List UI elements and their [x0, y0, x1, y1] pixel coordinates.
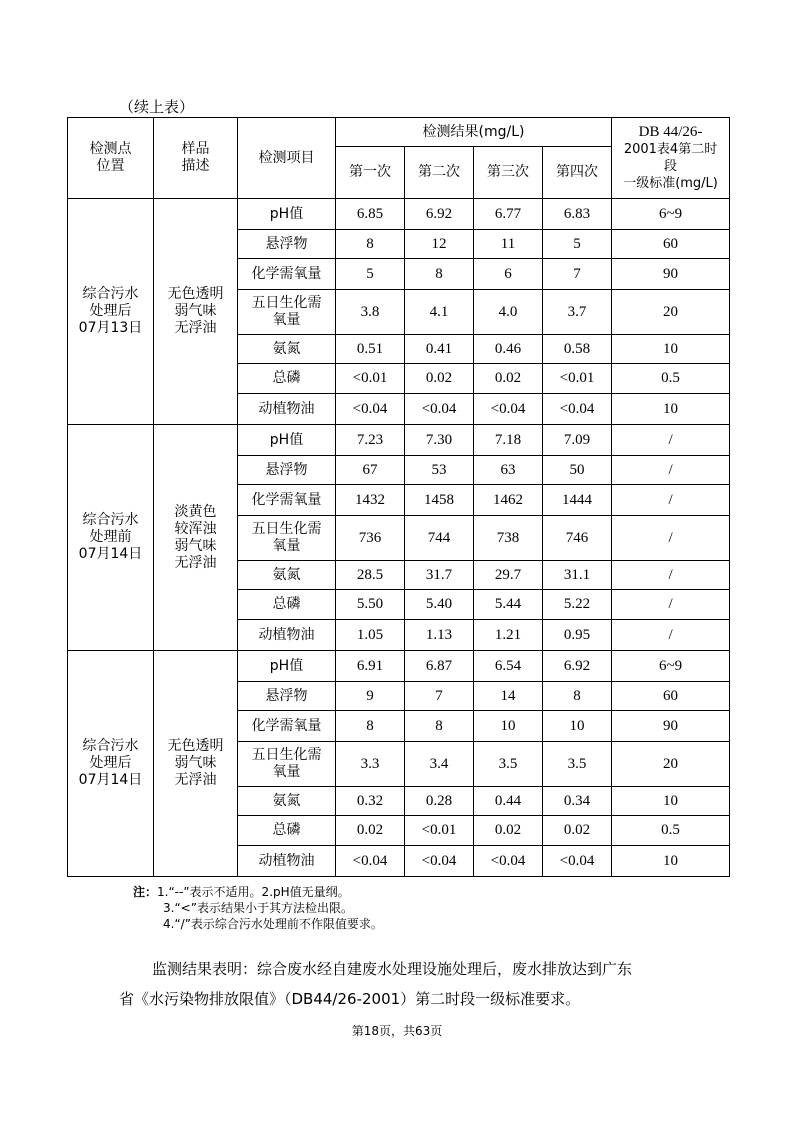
result-cell: 5.50: [336, 590, 405, 620]
header-sample-desc: 样品 描述: [154, 118, 238, 199]
item-cell: 氨氮: [238, 787, 336, 816]
standard-cell: 6~9: [612, 199, 730, 230]
result-cell: 0.95: [543, 620, 612, 651]
standard-cell: /: [612, 590, 730, 620]
result-cell: 3.5: [543, 742, 612, 787]
result-cell: 9: [336, 682, 405, 711]
item-cell: 动植物油: [238, 620, 336, 651]
result-cell: 0.32: [336, 787, 405, 816]
result-cell: 1.21: [474, 620, 543, 651]
result-cell: 6.83: [543, 199, 612, 230]
result-cell: <0.04: [543, 394, 612, 425]
item-cell: 氨氮: [238, 561, 336, 590]
result-cell: <0.01: [543, 364, 612, 394]
result-cell: 746: [543, 516, 612, 561]
item-cell: 总磷: [238, 816, 336, 846]
item-cell: 悬浮物: [238, 456, 336, 485]
standard-cell: /: [612, 456, 730, 485]
standard-cell: 6~9: [612, 651, 730, 682]
result-cell: 7: [405, 682, 474, 711]
header-round-2: 第二次: [405, 147, 474, 199]
result-cell: 29.7: [474, 561, 543, 590]
result-cell: 3.4: [405, 742, 474, 787]
standard-cell: 60: [612, 682, 730, 711]
header-results: 检测结果(mg/L): [336, 118, 612, 147]
item-cell: 动植物油: [238, 846, 336, 877]
item-cell: 化学需氧量: [238, 711, 336, 742]
item-cell: 总磷: [238, 590, 336, 620]
continued-label: （续上表）: [119, 98, 195, 116]
item-cell: 五日生化需 氧量: [238, 516, 336, 561]
page-footer: 第18页，共63页: [351, 1024, 443, 1038]
header-round-4: 第四次: [543, 147, 612, 199]
result-cell: <0.04: [474, 394, 543, 425]
standard-cell: 10: [612, 335, 730, 364]
standard-cell: 90: [612, 259, 730, 290]
result-cell: 0.02: [474, 816, 543, 846]
result-cell: 738: [474, 516, 543, 561]
result-cell: 1444: [543, 485, 612, 516]
result-cell: 6.87: [405, 651, 474, 682]
item-cell: 五日生化需 氧量: [238, 742, 336, 787]
result-cell: 6.91: [336, 651, 405, 682]
table-row: [68, 425, 730, 456]
result-cell: 63: [474, 456, 543, 485]
standard-cell: /: [612, 620, 730, 651]
item-cell: 化学需氧量: [238, 485, 336, 516]
result-cell: <0.01: [405, 816, 474, 846]
result-cell: 3.3: [336, 742, 405, 787]
result-cell: <0.04: [474, 846, 543, 877]
table-notes: 注：1.“--”表示不适用。2.pH值无量纲。 3.“<”表示结果小于其方法检出限。 4.“/”表示综合污水处理前不作限值要求。: [133, 885, 383, 931]
result-cell: 744: [405, 516, 474, 561]
header-standard: DB 44/26- 2001表4第二时 段 一级标准(mg/L): [612, 118, 730, 199]
result-cell: 6.54: [474, 651, 543, 682]
item-cell: pH值: [238, 199, 336, 230]
standard-cell: 10: [612, 394, 730, 425]
item-cell: 悬浮物: [238, 682, 336, 711]
result-cell: 0.34: [543, 787, 612, 816]
result-cell: 3.5: [474, 742, 543, 787]
result-cell: 1.05: [336, 620, 405, 651]
standard-cell: 0.5: [612, 816, 730, 846]
result-cell: 8: [336, 711, 405, 742]
item-cell: 化学需氧量: [238, 259, 336, 290]
result-cell: <0.04: [336, 846, 405, 877]
result-cell: 1.13: [405, 620, 474, 651]
sample-description-cell: 无色透明 弱气味 无浮油: [154, 199, 238, 425]
location-cell: 综合污水 处理后 07月14日: [68, 651, 154, 877]
sample-description-cell: 淡黄色 较浑浊 弱气味 无浮油: [154, 425, 238, 651]
standard-cell: 10: [612, 846, 730, 877]
result-cell: 4.0: [474, 290, 543, 335]
result-cell: <0.01: [336, 364, 405, 394]
result-cell: 6: [474, 259, 543, 290]
result-cell: <0.04: [336, 394, 405, 425]
standard-cell: 0.5: [612, 364, 730, 394]
result-cell: 5: [543, 230, 612, 259]
result-cell: 736: [336, 516, 405, 561]
result-cell: 6.92: [543, 651, 612, 682]
result-cell: 28.5: [336, 561, 405, 590]
result-cell: 5.40: [405, 590, 474, 620]
result-cell: 0.28: [405, 787, 474, 816]
result-cell: 7.09: [543, 425, 612, 456]
result-cell: <0.04: [543, 846, 612, 877]
result-cell: 8: [405, 711, 474, 742]
result-cell: 7.30: [405, 425, 474, 456]
result-cell: 6.77: [474, 199, 543, 230]
item-cell: 悬浮物: [238, 230, 336, 259]
result-cell: <0.04: [405, 846, 474, 877]
result-cell: 10: [474, 711, 543, 742]
result-cell: 5.44: [474, 590, 543, 620]
result-cell: 12: [405, 230, 474, 259]
result-cell: 8: [543, 682, 612, 711]
header-item: 检测项目: [238, 118, 336, 199]
item-cell: pH值: [238, 651, 336, 682]
result-cell: 67: [336, 456, 405, 485]
result-cell: 0.41: [405, 335, 474, 364]
standard-cell: 10: [612, 787, 730, 816]
standard-cell: 60: [612, 230, 730, 259]
result-cell: 6.92: [405, 199, 474, 230]
result-cell: 7.18: [474, 425, 543, 456]
standard-cell: 90: [612, 711, 730, 742]
result-cell: 0.02: [474, 364, 543, 394]
result-cell: 10: [543, 711, 612, 742]
standard-cell: /: [612, 485, 730, 516]
item-cell: 五日生化需 氧量: [238, 290, 336, 335]
result-cell: 5: [336, 259, 405, 290]
standard-cell: /: [612, 425, 730, 456]
item-cell: pH值: [238, 425, 336, 456]
sample-description-cell: 无色透明 弱气味 无浮油: [154, 651, 238, 877]
result-cell: 0.02: [336, 816, 405, 846]
standard-cell: /: [612, 561, 730, 590]
result-cell: 0.51: [336, 335, 405, 364]
result-cell: 31.1: [543, 561, 612, 590]
item-cell: 动植物油: [238, 394, 336, 425]
location-cell: 综合污水 处理前 07月14日: [68, 425, 154, 651]
result-cell: 1458: [405, 485, 474, 516]
result-cell: 7: [543, 259, 612, 290]
result-cell: 6.85: [336, 199, 405, 230]
result-cell: 0.02: [405, 364, 474, 394]
result-cell: 5.22: [543, 590, 612, 620]
result-cell: 3.7: [543, 290, 612, 335]
result-cell: 53: [405, 456, 474, 485]
standard-cell: 20: [612, 742, 730, 787]
location-cell: 综合污水 处理后 07月13日: [68, 199, 154, 425]
result-cell: 0.46: [474, 335, 543, 364]
item-cell: 总磷: [238, 364, 336, 394]
item-cell: 氨氮: [238, 335, 336, 364]
result-cell: <0.04: [405, 394, 474, 425]
standard-cell: /: [612, 516, 730, 561]
conclusion-line-2: 省《水污染物排放限值》（DB44/26-2001）第二时段一级标准要求。: [119, 990, 581, 1008]
result-cell: 1462: [474, 485, 543, 516]
conclusion-line-1: 监测结果表明：综合废水经自建废水处理设施处理后，废水排放达到广东: [152, 960, 633, 978]
header-round-1: 第一次: [336, 147, 405, 199]
result-cell: 8: [405, 259, 474, 290]
result-cell: 8: [336, 230, 405, 259]
result-cell: 4.1: [405, 290, 474, 335]
table-row: [68, 651, 730, 682]
standard-cell: 20: [612, 290, 730, 335]
result-cell: 1432: [336, 485, 405, 516]
header-round-3: 第三次: [474, 147, 543, 199]
table-row: [68, 199, 730, 230]
result-cell: 0.44: [474, 787, 543, 816]
result-cell: 14: [474, 682, 543, 711]
result-cell: 3.8: [336, 290, 405, 335]
header-location: 检测点 位置: [68, 118, 154, 199]
result-cell: 31.7: [405, 561, 474, 590]
monitoring-results-table: [67, 117, 730, 877]
result-cell: 50: [543, 456, 612, 485]
result-cell: 7.23: [336, 425, 405, 456]
result-cell: 0.02: [543, 816, 612, 846]
result-cell: 0.58: [543, 335, 612, 364]
result-cell: 11: [474, 230, 543, 259]
